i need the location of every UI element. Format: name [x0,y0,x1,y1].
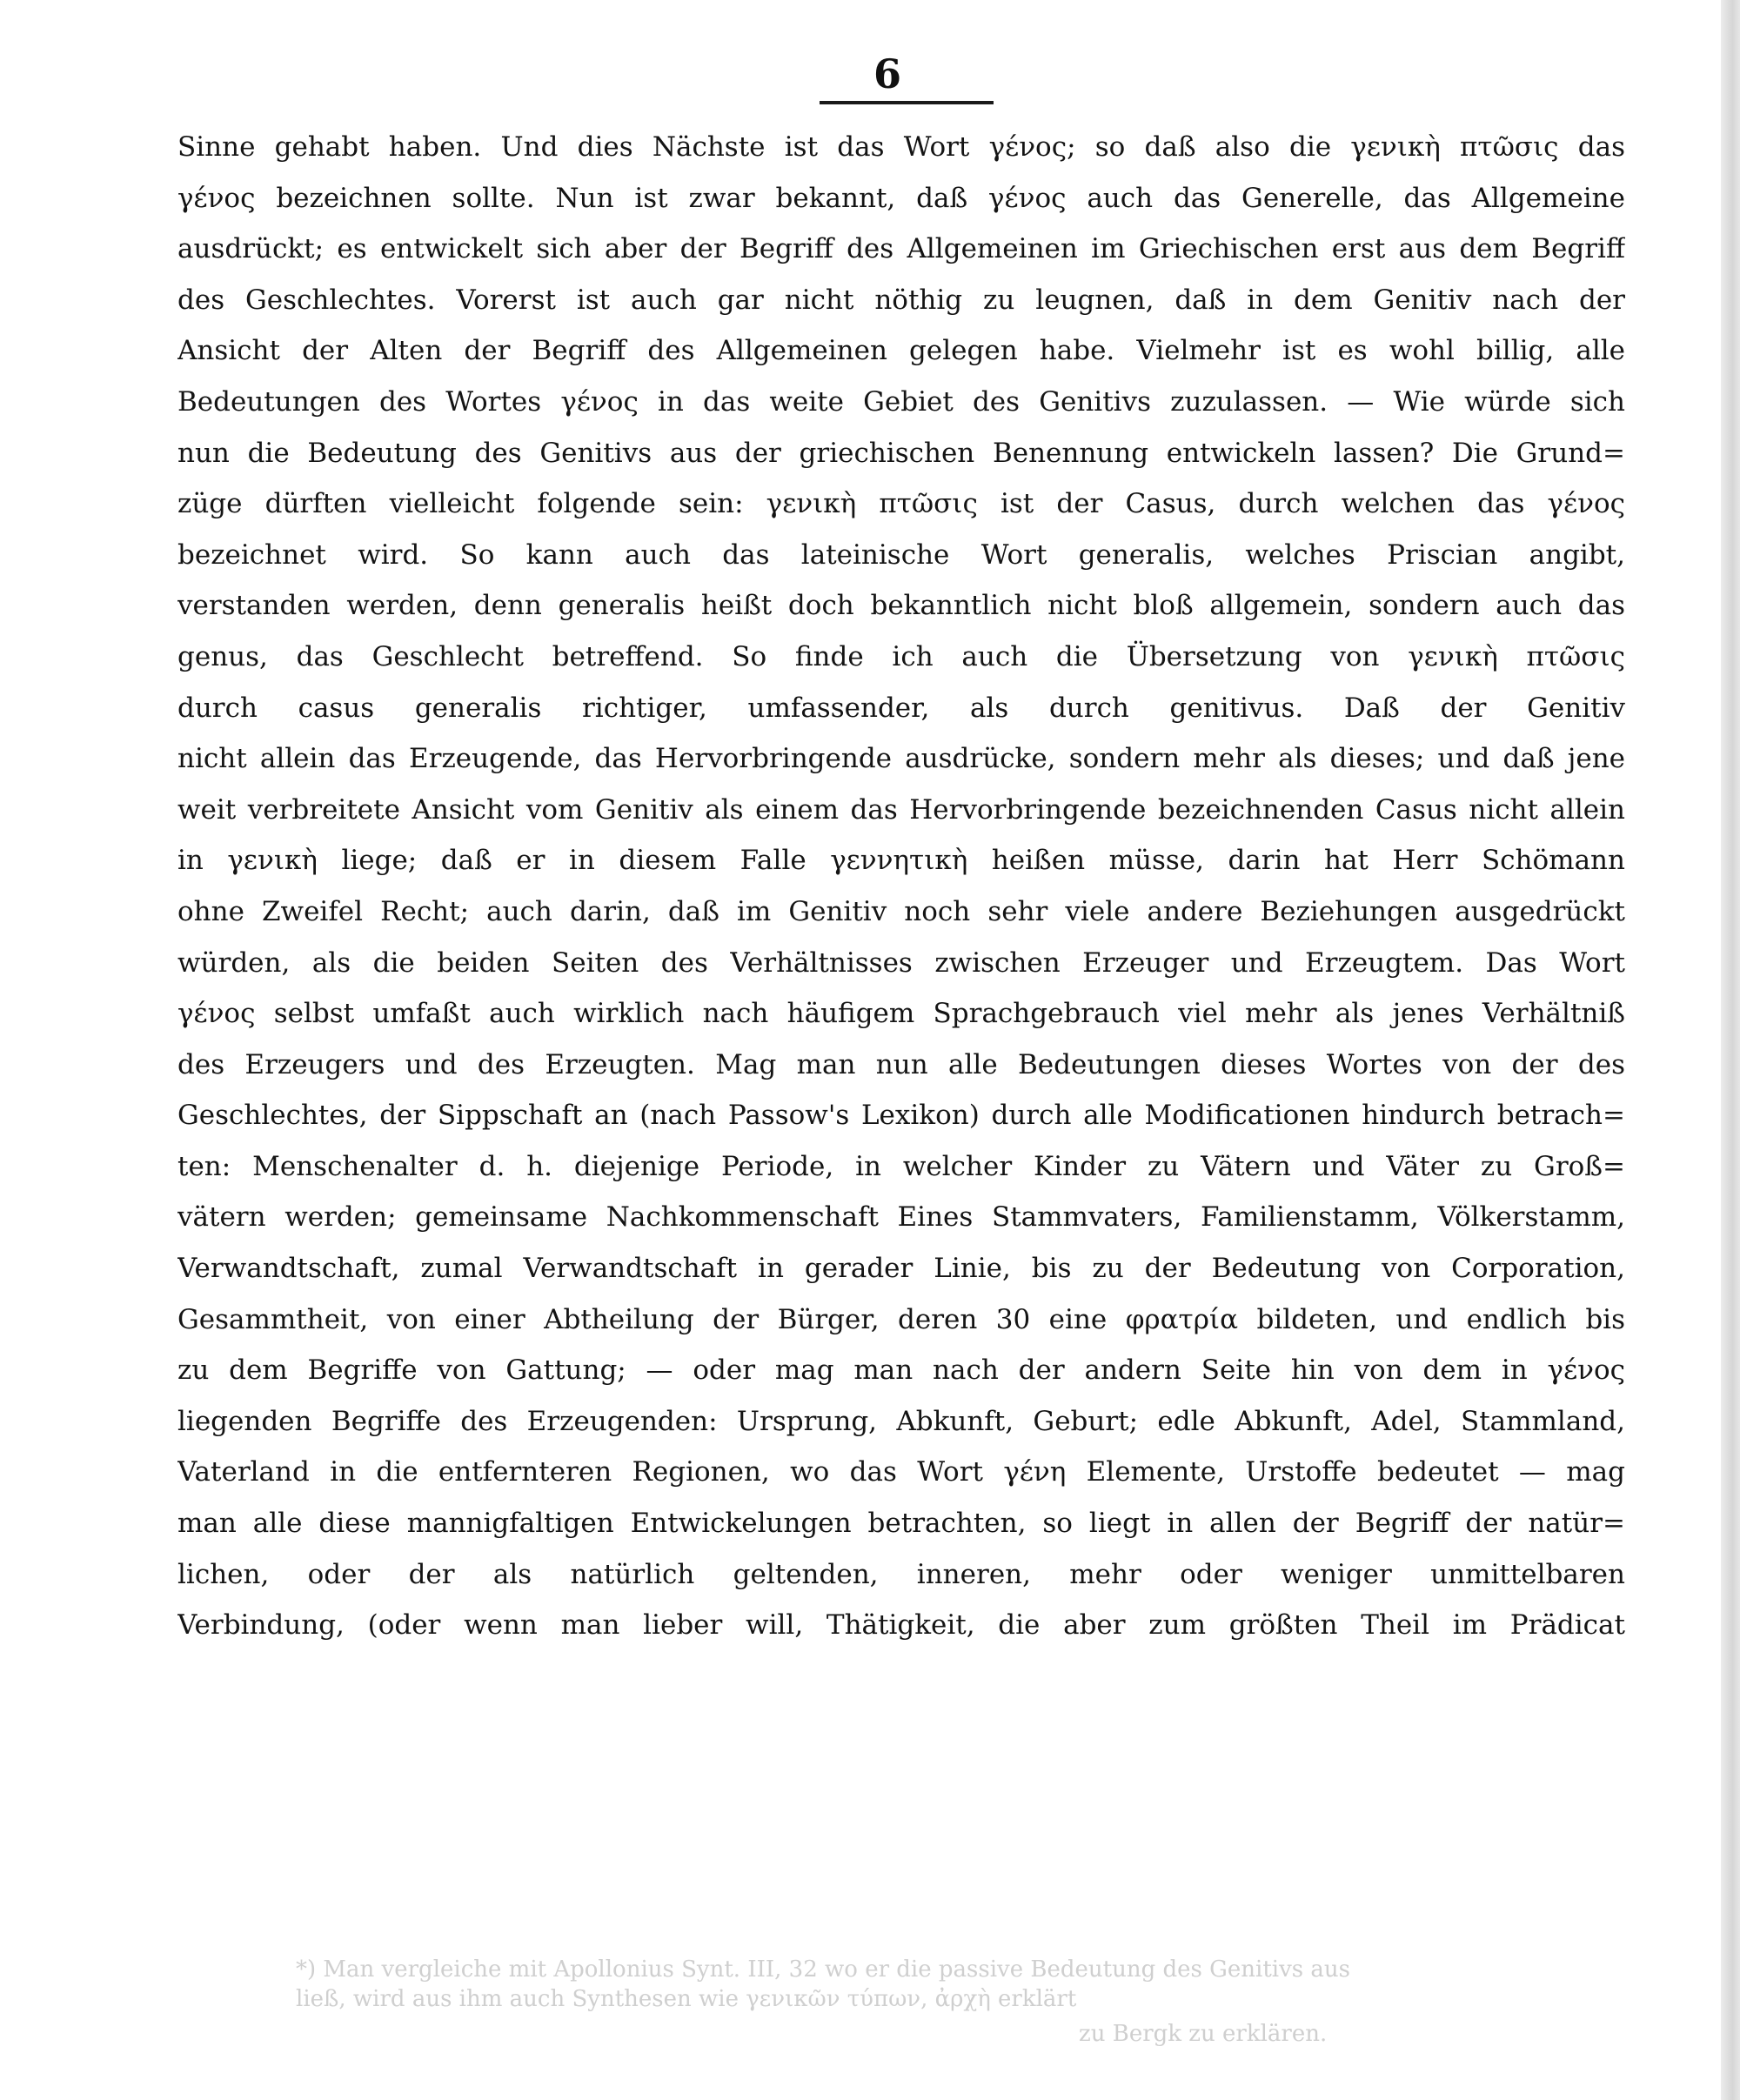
page-number: 6 [873,50,901,97]
text-line: liegenden Begriffe des Erzeugenden: Ursprung, Abkunft, Geburt; edle Abkunft, Adel, Stammland, [177,1405,1625,1437]
bleed-through-line: *) Man vergleiche mit Apollonius Synt. III, 32 wo er die passive Bedeutung des Genitivs aus [296,1956,1350,1983]
text-line: γένος selbst umfaßt auch wirklich nach häufigem Sprachgebrauch viel mehr als jenes Verhältniß [177,998,1625,1030]
text-line: durch casus generalis richtiger, umfassender, als durch genitivus. Daß der Genitiv [177,692,1625,724]
text-line: des Erzeugers und des Erzeugten. Mag man nun alle Bedeutungen dieses Wortes von der des [177,1048,1625,1080]
text-line: weit verbreitete Ansicht vom Genitiv als einem das Hervorbringende bezeichnenden Casus nicht allein [177,793,1625,826]
text-line: nicht allein das Erzeugende, das Hervorbringende ausdrücke, sondern mehr als dieses; und daß jene [177,743,1625,775]
text-line: Verbindung, (oder wenn man lieber will, Thätigkeit, die aber zum größten Theil im Prädicat [177,1609,1625,1642]
text-line: man alle diese mannigfaltigen Entwickelungen betrachten, so liegt in allen der Begriff der natür= [177,1508,1625,1540]
text-line: zu dem Begriffe von Gattung; — oder mag man nach der andern Seite hin von dem in γένος [177,1354,1625,1387]
text-line: Sinne gehabt haben. Und dies Nächste ist das Wort γένος; so daß also die γενικὴ πτῶσις das [177,131,1625,163]
bleed-through-line: zu Bergk zu erklären. [1079,2021,1328,2047]
text-line: Verwandtschaft, zumal Verwandtschaft in gerader Linie, bis zu der Bedeutung von Corporation, [177,1253,1625,1285]
text-line: lichen, oder der als natürlich geltenden, inneren, mehr oder weniger unmittelbaren [177,1558,1625,1590]
text-line: bezeichnet wird. So kann auch das lateinische Wort generalis, welches Priscian angibt, [177,538,1625,571]
bleed-through-line: ließ, wird aus ihm auch Synthesen wie γενικῶν τύπων, ἀρχὴ erklärt [296,1986,1077,2012]
text-line: γένος bezeichnen sollte. Nun ist zwar bekannt, daß γένος auch das Generelle, das Allgemeine [177,182,1625,214]
text-line: genus, das Geschlecht betreffend. So finde ich auch die Übersetzung von γενικὴ πτῶσις [177,640,1625,672]
text-line: würden, als die beiden Seiten des Verhältnisses zwischen Erzeuger und Erzeugtem. Das Wort [177,946,1625,979]
text-line: Gesammtheit, von einer Abtheilung der Bürger, deren 30 eine φρατρία bildeten, und endlich bis [177,1303,1625,1335]
text-line: Bedeutungen des Wortes γένος in das weite Gebiet des Genitivs zuzulassen. — Wie würde sich [177,385,1625,418]
text-line: in γενικὴ liege; daß er in diesem Falle γεννητικὴ heißen müsse, darin hat Herr Schömann [177,845,1625,877]
header-rule [820,101,994,104]
page-edge-shadow [1721,0,1740,2100]
text-line: ten: Menschenalter d. h. diejenige Periode, in welcher Kinder zu Vätern und Väter zu Groß= [177,1150,1625,1182]
text-line: Geschlechtes, der Sippschaft an (nach Passow's Lexikon) durch alle Modificationen hindurch betrach= [177,1100,1625,1132]
text-line: ausdrückt; es entwickelt sich aber der Begriff des Allgemeinen im Griechischen erst aus dem Begriff [177,233,1625,265]
text-line: züge dürften vielleicht folgende sein: γενικὴ πτῶσις ist der Casus, durch welchen das γένος [177,488,1625,520]
text-line: vätern werden; gemeinsame Nachkommenschaft Eines Stammvaters, Familienstamm, Völkerstamm, [177,1201,1625,1234]
text-line: des Geschlechtes. Vorerst ist auch gar nicht nöthig zu leugnen, daß in dem Genitiv nach der [177,284,1625,316]
text-line: Vaterland in die entfernteren Regionen, wo das Wort γένη Elemente, Urstoffe bedeutet — mag [177,1456,1625,1488]
text-line: ohne Zweifel Recht; auch darin, daß im Genitiv noch sehr viele andere Beziehungen ausgedrückt [177,895,1625,927]
text-line: Ansicht der Alten der Begriff des Allgemeinen gelegen habe. Vielmehr ist es wohl billig, alle [177,335,1625,367]
text-line: verstanden werden, denn generalis heißt doch bekanntlich nicht bloß allgemein, sondern auch das [177,590,1625,622]
body-text [177,122,1625,1651]
text-line: nun die Bedeutung des Genitivs aus der griechischen Benennung entwickeln lassen? Die Grund= [177,437,1625,469]
